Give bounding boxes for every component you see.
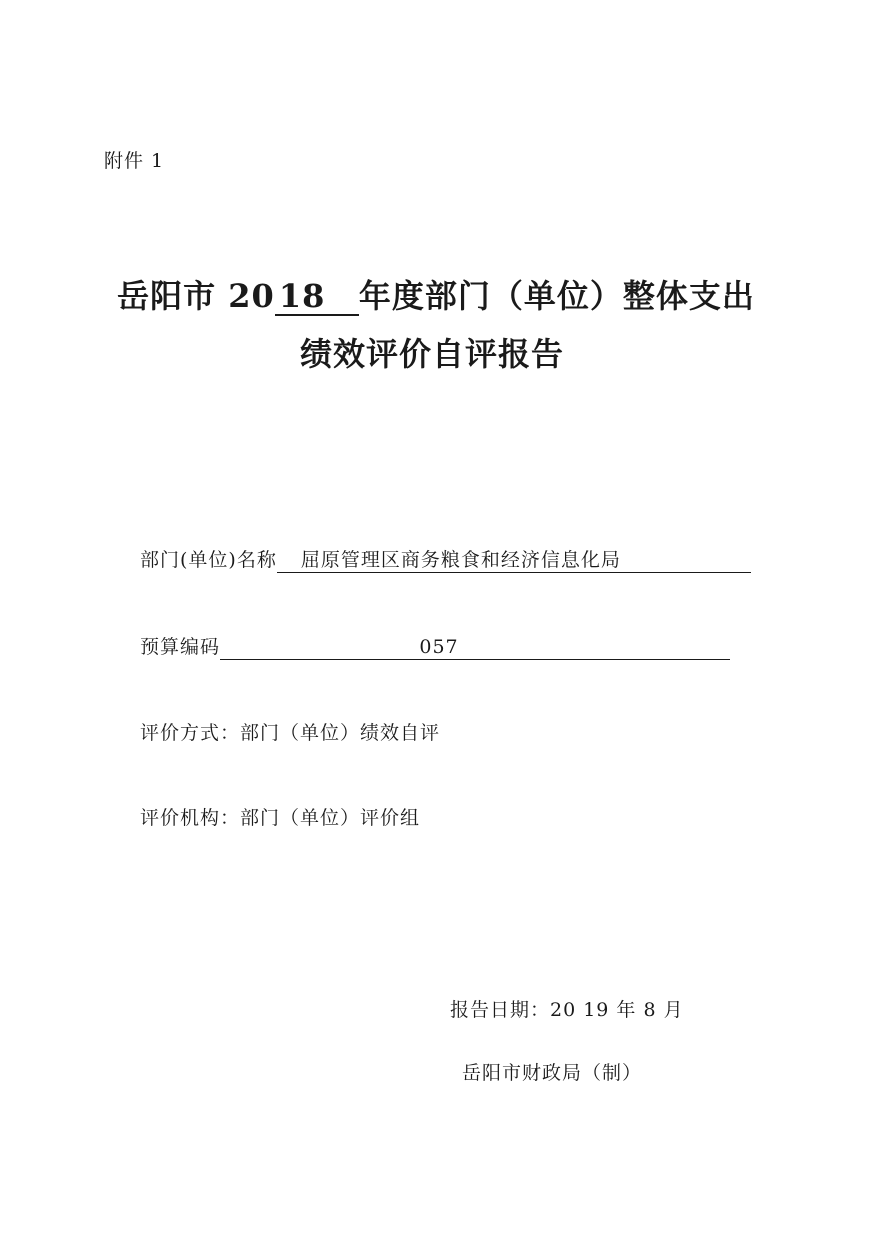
evaluation-agency-label: 评价机构： [140, 807, 241, 829]
title-prefix: 岳阳市 20 [117, 277, 275, 315]
report-title-line-2: 绩效评价自评报告 [299, 335, 564, 373]
department-name-label: 部门(单位)名称 [140, 549, 277, 571]
department-name-field [140, 545, 751, 573]
budget-code-value: 057 [220, 637, 730, 660]
attachment-label: 附件 1 [104, 150, 165, 172]
evaluation-agency-field [140, 803, 420, 830]
budget-code-label: 预算编码 [140, 636, 221, 658]
report-title-line-1 [0, 271, 872, 317]
budget-code-field [140, 632, 730, 660]
evaluation-method-field [140, 718, 440, 745]
issuer: 岳阳市财政局（制） [462, 1062, 643, 1084]
report-date: 报告日期：20 19 年 8 月 [450, 999, 684, 1021]
title-year-blank: 18 [275, 280, 359, 316]
evaluation-method-value: 部门（单位）绩效自评 [240, 722, 441, 744]
evaluation-agency-value: 部门（单位）评价组 [240, 807, 421, 829]
title-suffix: 年度部门（单位）整体支出 [358, 277, 755, 315]
department-name-value: 屈原管理区商务粮食和经济信息化局 [277, 550, 751, 573]
evaluation-method-label: 评价方式： [140, 722, 241, 744]
